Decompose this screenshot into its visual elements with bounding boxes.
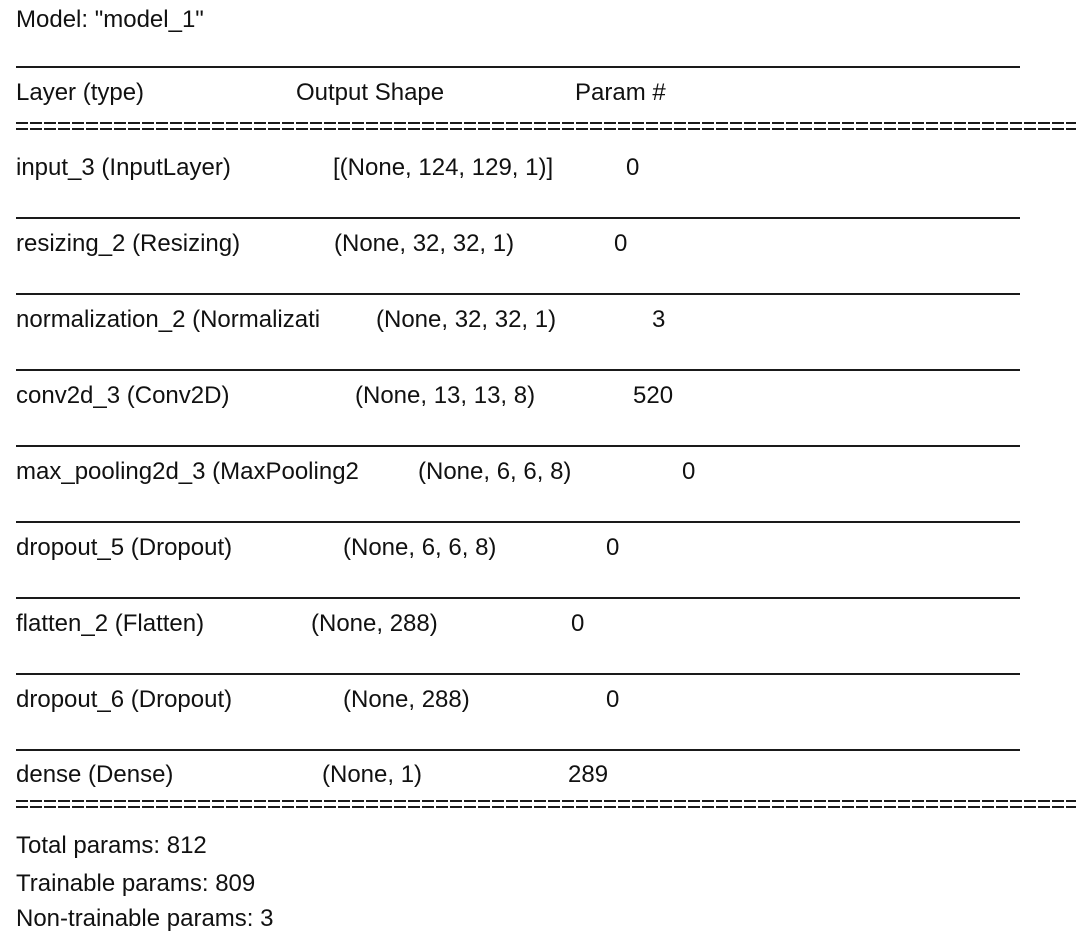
row-separator [16,673,1020,675]
row-layer: dense (Dense) [16,761,174,788]
row-layer: resizing_2 (Resizing) [16,230,241,257]
row-shape: (None, 6, 6, 8) [418,458,572,485]
row-layer: dropout_5 (Dropout) [16,534,233,561]
row-shape: (None, 1) [322,761,423,788]
row-params: 520 [633,382,674,409]
row-separator [16,217,1020,219]
header-param-count: Param # [575,79,666,106]
header-double-rule [16,119,1076,133]
row-layer: max_pooling2d_3 (MaxPooling2 [16,458,359,485]
row-layer: normalization_2 (Normalizati [16,306,321,333]
row-layer: flatten_2 (Flatten) [16,610,205,637]
row-shape: (None, 13, 13, 8) [355,382,536,409]
row-shape: [(None, 124, 129, 1)] [333,154,554,181]
row-layer: input_3 (InputLayer) [16,154,231,181]
row-shape: (None, 6, 6, 8) [343,534,497,561]
row-separator [16,749,1020,751]
row-shape: (None, 32, 32, 1) [376,306,557,333]
row-params: 0 [682,458,696,485]
total-params: Total params: 812 [16,832,207,859]
non-trainable-params: Non-trainable params: 3 [16,905,274,932]
row-params: 0 [614,230,628,257]
row-shape: (None, 288) [343,686,470,713]
row-params: 0 [606,534,620,561]
row-separator [16,445,1020,447]
header-layer-type: Layer (type) [16,79,145,106]
row-separator [16,369,1020,371]
model-title: Model: "model_1" [16,6,204,33]
row-params: 0 [571,610,585,637]
row-separator [16,293,1020,295]
row-params: 0 [626,154,640,181]
header-top-rule [16,66,1020,68]
footer-double-rule [16,797,1076,811]
trainable-params: Trainable params: 809 [16,870,256,897]
row-layer: conv2d_3 (Conv2D) [16,382,230,409]
row-separator [16,597,1020,599]
row-separator [16,521,1020,523]
header-output-shape: Output Shape [296,79,445,106]
row-shape: (None, 32, 32, 1) [334,230,515,257]
row-shape: (None, 288) [311,610,438,637]
row-params: 3 [652,306,666,333]
row-params: 0 [606,686,620,713]
row-params: 289 [568,761,609,788]
row-layer: dropout_6 (Dropout) [16,686,233,713]
